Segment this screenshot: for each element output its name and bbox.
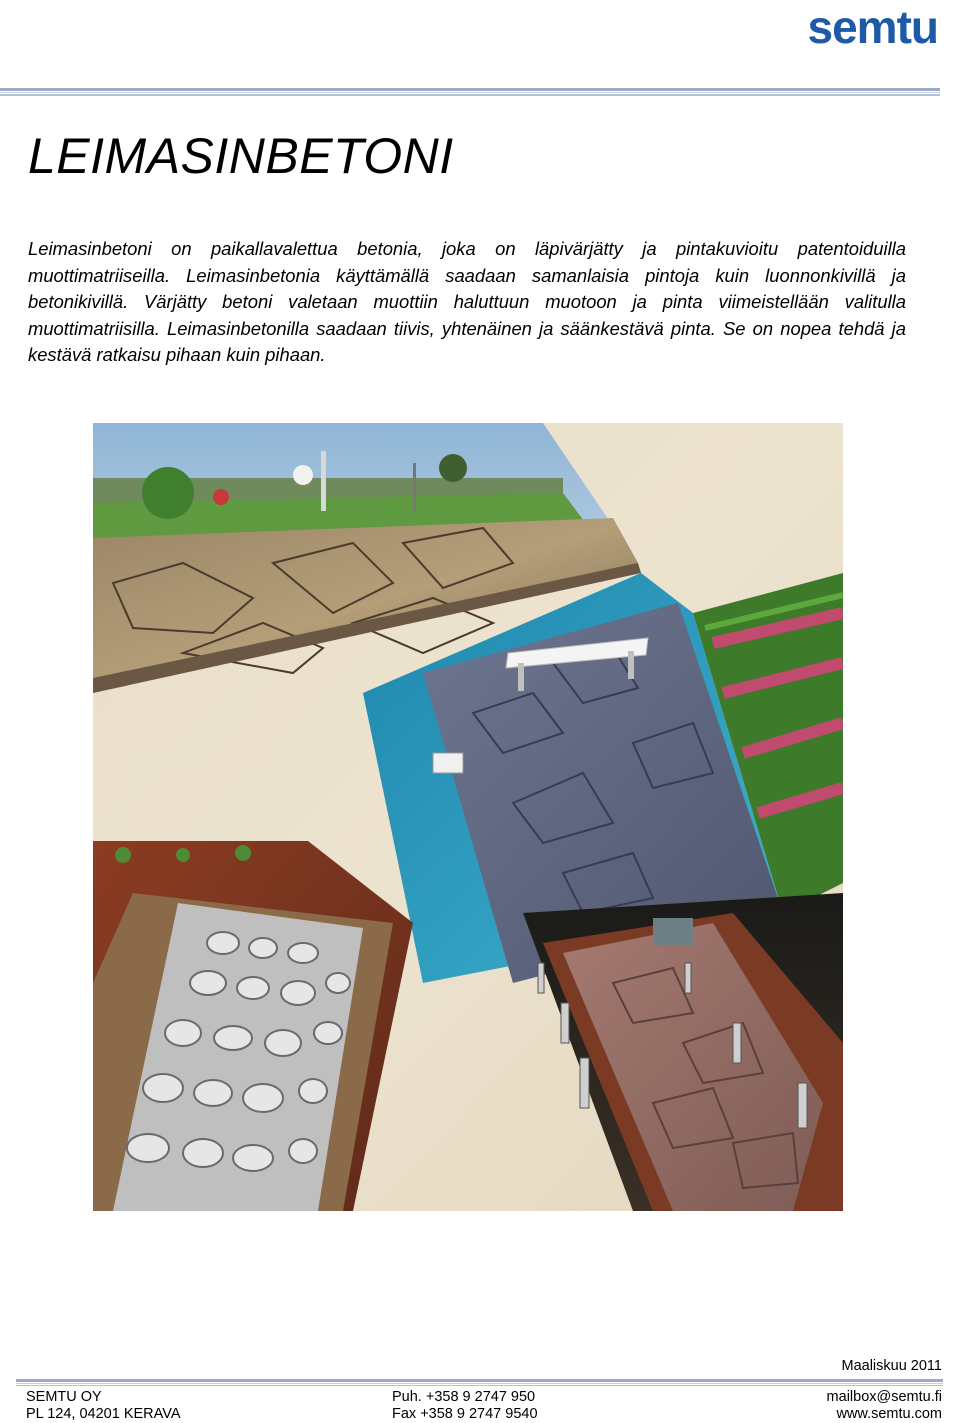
semtu-logo: semtu [807, 1, 938, 53]
website-link[interactable]: www.semtu.com [836, 1406, 942, 1422]
phone-number: Puh. +358 9 2747 950 [392, 1389, 536, 1405]
footer-rule-lower [16, 1385, 943, 1386]
stamped-concrete-photo-collage [93, 423, 843, 1211]
header-rule-thin [0, 92, 940, 93]
fax-number: Fax +358 9 2747 9540 [392, 1406, 538, 1422]
footer-rule-thin [16, 1383, 943, 1384]
header-rule [0, 88, 940, 91]
footer-rule [16, 1379, 943, 1382]
header-rule-lower [0, 94, 940, 96]
company-address: PL 124, 04201 KERAVA [26, 1406, 181, 1422]
document-date: Maaliskuu 2011 [841, 1358, 942, 1374]
intro-paragraph: Leimasinbetoni on paikallavalettua betonia, joka on läpivärjätty ja pintakuvioitu patentoiduilla muottimatriiseilla. Leimasinbetonia käyttämällä saadaan samanlaisia pintoja kuin luonnonkivillä ja betonikivillä. Värjätty betoni valetaan muottiin haluttuun muotoon ja pinta viimeistellään valitulla muottimatriisilla. Leimasinbetonilla saadaan tiivis, yhtenäinen ja säänkestävä pinta. Se on nopea tehdä ja kestävä ratkaisu pihaan kuin pihaan. [28, 238, 906, 365]
email-link[interactable]: mailbox@semtu.fi [826, 1389, 942, 1405]
page-title: LEIMASINBETONI [28, 128, 454, 184]
company-name: SEMTU OY [26, 1389, 102, 1405]
